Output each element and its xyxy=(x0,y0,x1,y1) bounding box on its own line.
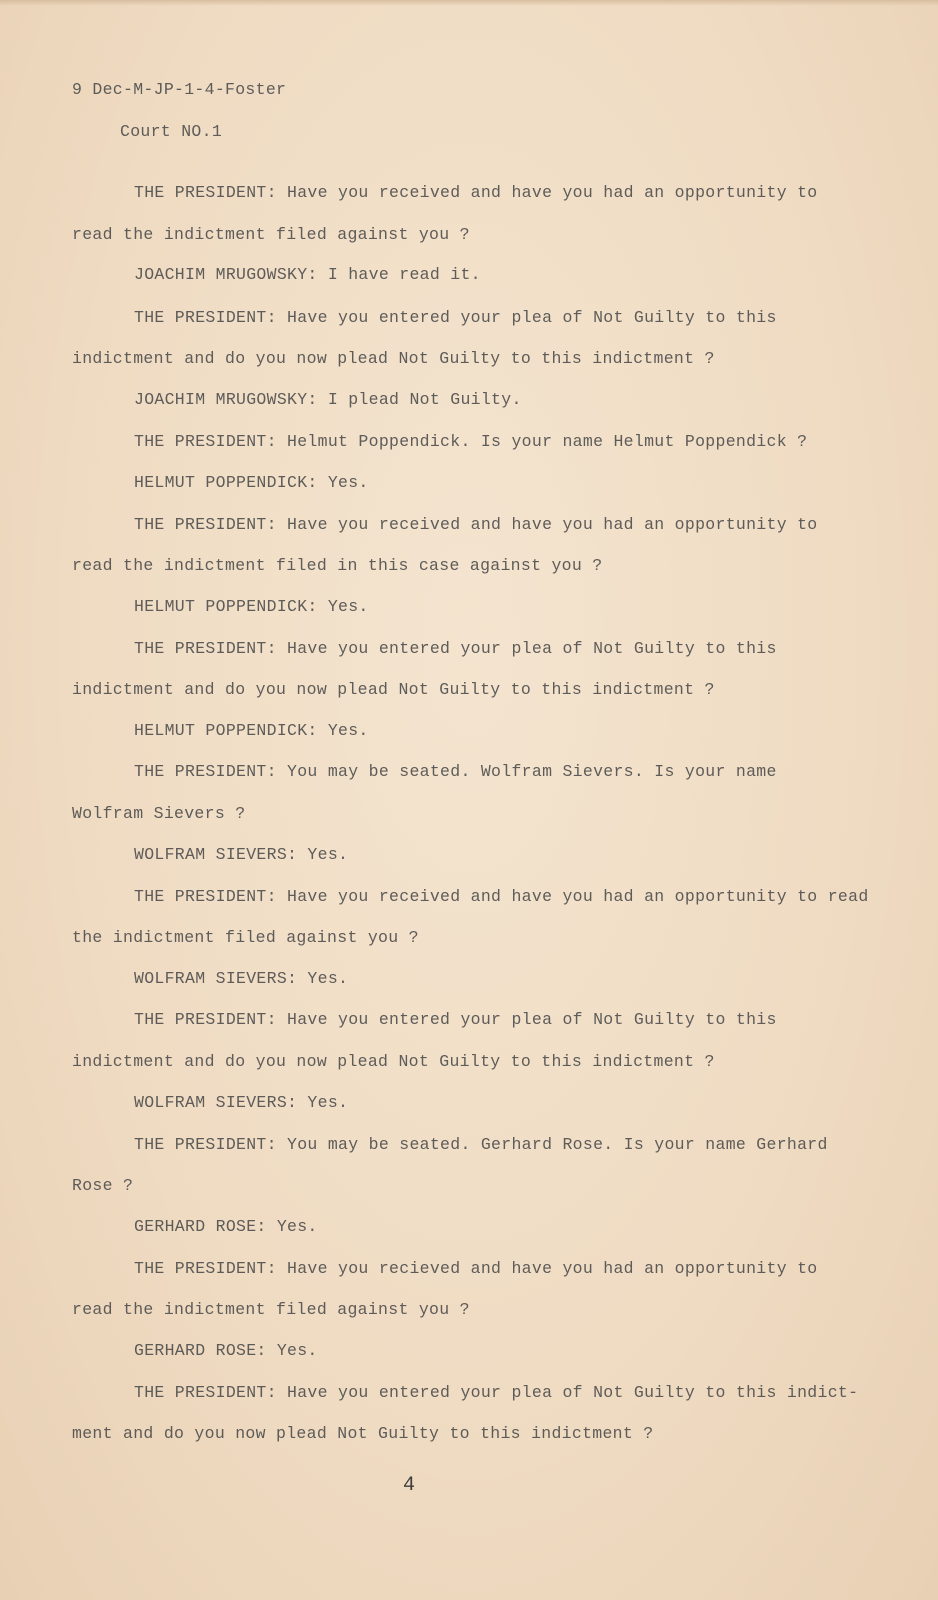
transcript-line: THE PRESIDENT: Helmut Poppendick. Is your name Helmut Poppendick ? xyxy=(134,432,808,451)
transcript-line: JOACHIM MRUGOWSKY: I have read it. xyxy=(134,265,481,284)
transcript-line: ment and do you now plead Not Guilty to this indictment ? xyxy=(72,1424,654,1443)
page-number: 4 xyxy=(403,1474,416,1497)
transcript-line: THE PRESIDENT: Have you entered your plea of Not Guilty to this xyxy=(134,639,777,658)
transcript-line: Rose ? xyxy=(72,1176,134,1195)
transcript-line: read the indictment filed against you ? xyxy=(72,225,470,244)
transcript-line: THE PRESIDENT: You may be seated. Wolfram Sievers. Is your name xyxy=(134,762,777,781)
transcript-line: THE PRESIDENT: Have you received and have you had an opportunity to xyxy=(134,183,818,202)
transcript-line: WOLFRAM SIEVERS: Yes. xyxy=(134,969,349,988)
transcript-line: indictment and do you now plead Not Guilty to this indictment ? xyxy=(72,1052,715,1071)
transcript-line: THE PRESIDENT: You may be seated. Gerhard Rose. Is your name Gerhard xyxy=(134,1135,828,1154)
transcript-line: read the indictment filed against you ? xyxy=(72,1300,470,1319)
transcript-line: WOLFRAM SIEVERS: Yes. xyxy=(134,845,349,864)
transcript-line: read the indictment filed in this case against you ? xyxy=(72,556,603,575)
paper-edge xyxy=(0,0,938,6)
transcript-line: GERHARD ROSE: Yes. xyxy=(134,1217,318,1236)
transcript-line: indictment and do you now plead Not Guilty to this indictment ? xyxy=(72,680,715,699)
transcript-line: the indictment filed against you ? xyxy=(72,928,419,947)
transcript-line: THE PRESIDENT: Have you entered your plea of Not Guilty to this indict- xyxy=(134,1383,859,1402)
transcript-line: THE PRESIDENT: Have you received and have you had an opportunity to read xyxy=(134,887,869,906)
transcript-line: Wolfram Sievers ? xyxy=(72,804,246,823)
transcript-line: GERHARD ROSE: Yes. xyxy=(134,1341,318,1360)
transcript-line: WOLFRAM SIEVERS: Yes. xyxy=(134,1093,349,1112)
transcript-line: HELMUT POPPENDICK: Yes. xyxy=(134,473,369,492)
transcript-line: THE PRESIDENT: Have you received and have you had an opportunity to xyxy=(134,515,818,534)
header-reference: 9 Dec-M-JP-1-4-Foster xyxy=(72,80,287,99)
transcript-line: THE PRESIDENT: Have you entered your plea of Not Guilty to this xyxy=(134,1010,777,1029)
transcript-line: HELMUT POPPENDICK: Yes. xyxy=(134,721,369,740)
transcript-line: indictment and do you now plead Not Guilty to this indictment ? xyxy=(72,349,715,368)
transcript-line: JOACHIM MRUGOWSKY: I plead Not Guilty. xyxy=(134,390,522,409)
transcript-line: THE PRESIDENT: Have you entered your plea of Not Guilty to this xyxy=(134,308,777,327)
transcript-line: THE PRESIDENT: Have you recieved and have you had an opportunity to xyxy=(134,1259,818,1278)
transcript-line: HELMUT POPPENDICK: Yes. xyxy=(134,597,369,616)
court-label: Court NO.1 xyxy=(120,122,223,141)
